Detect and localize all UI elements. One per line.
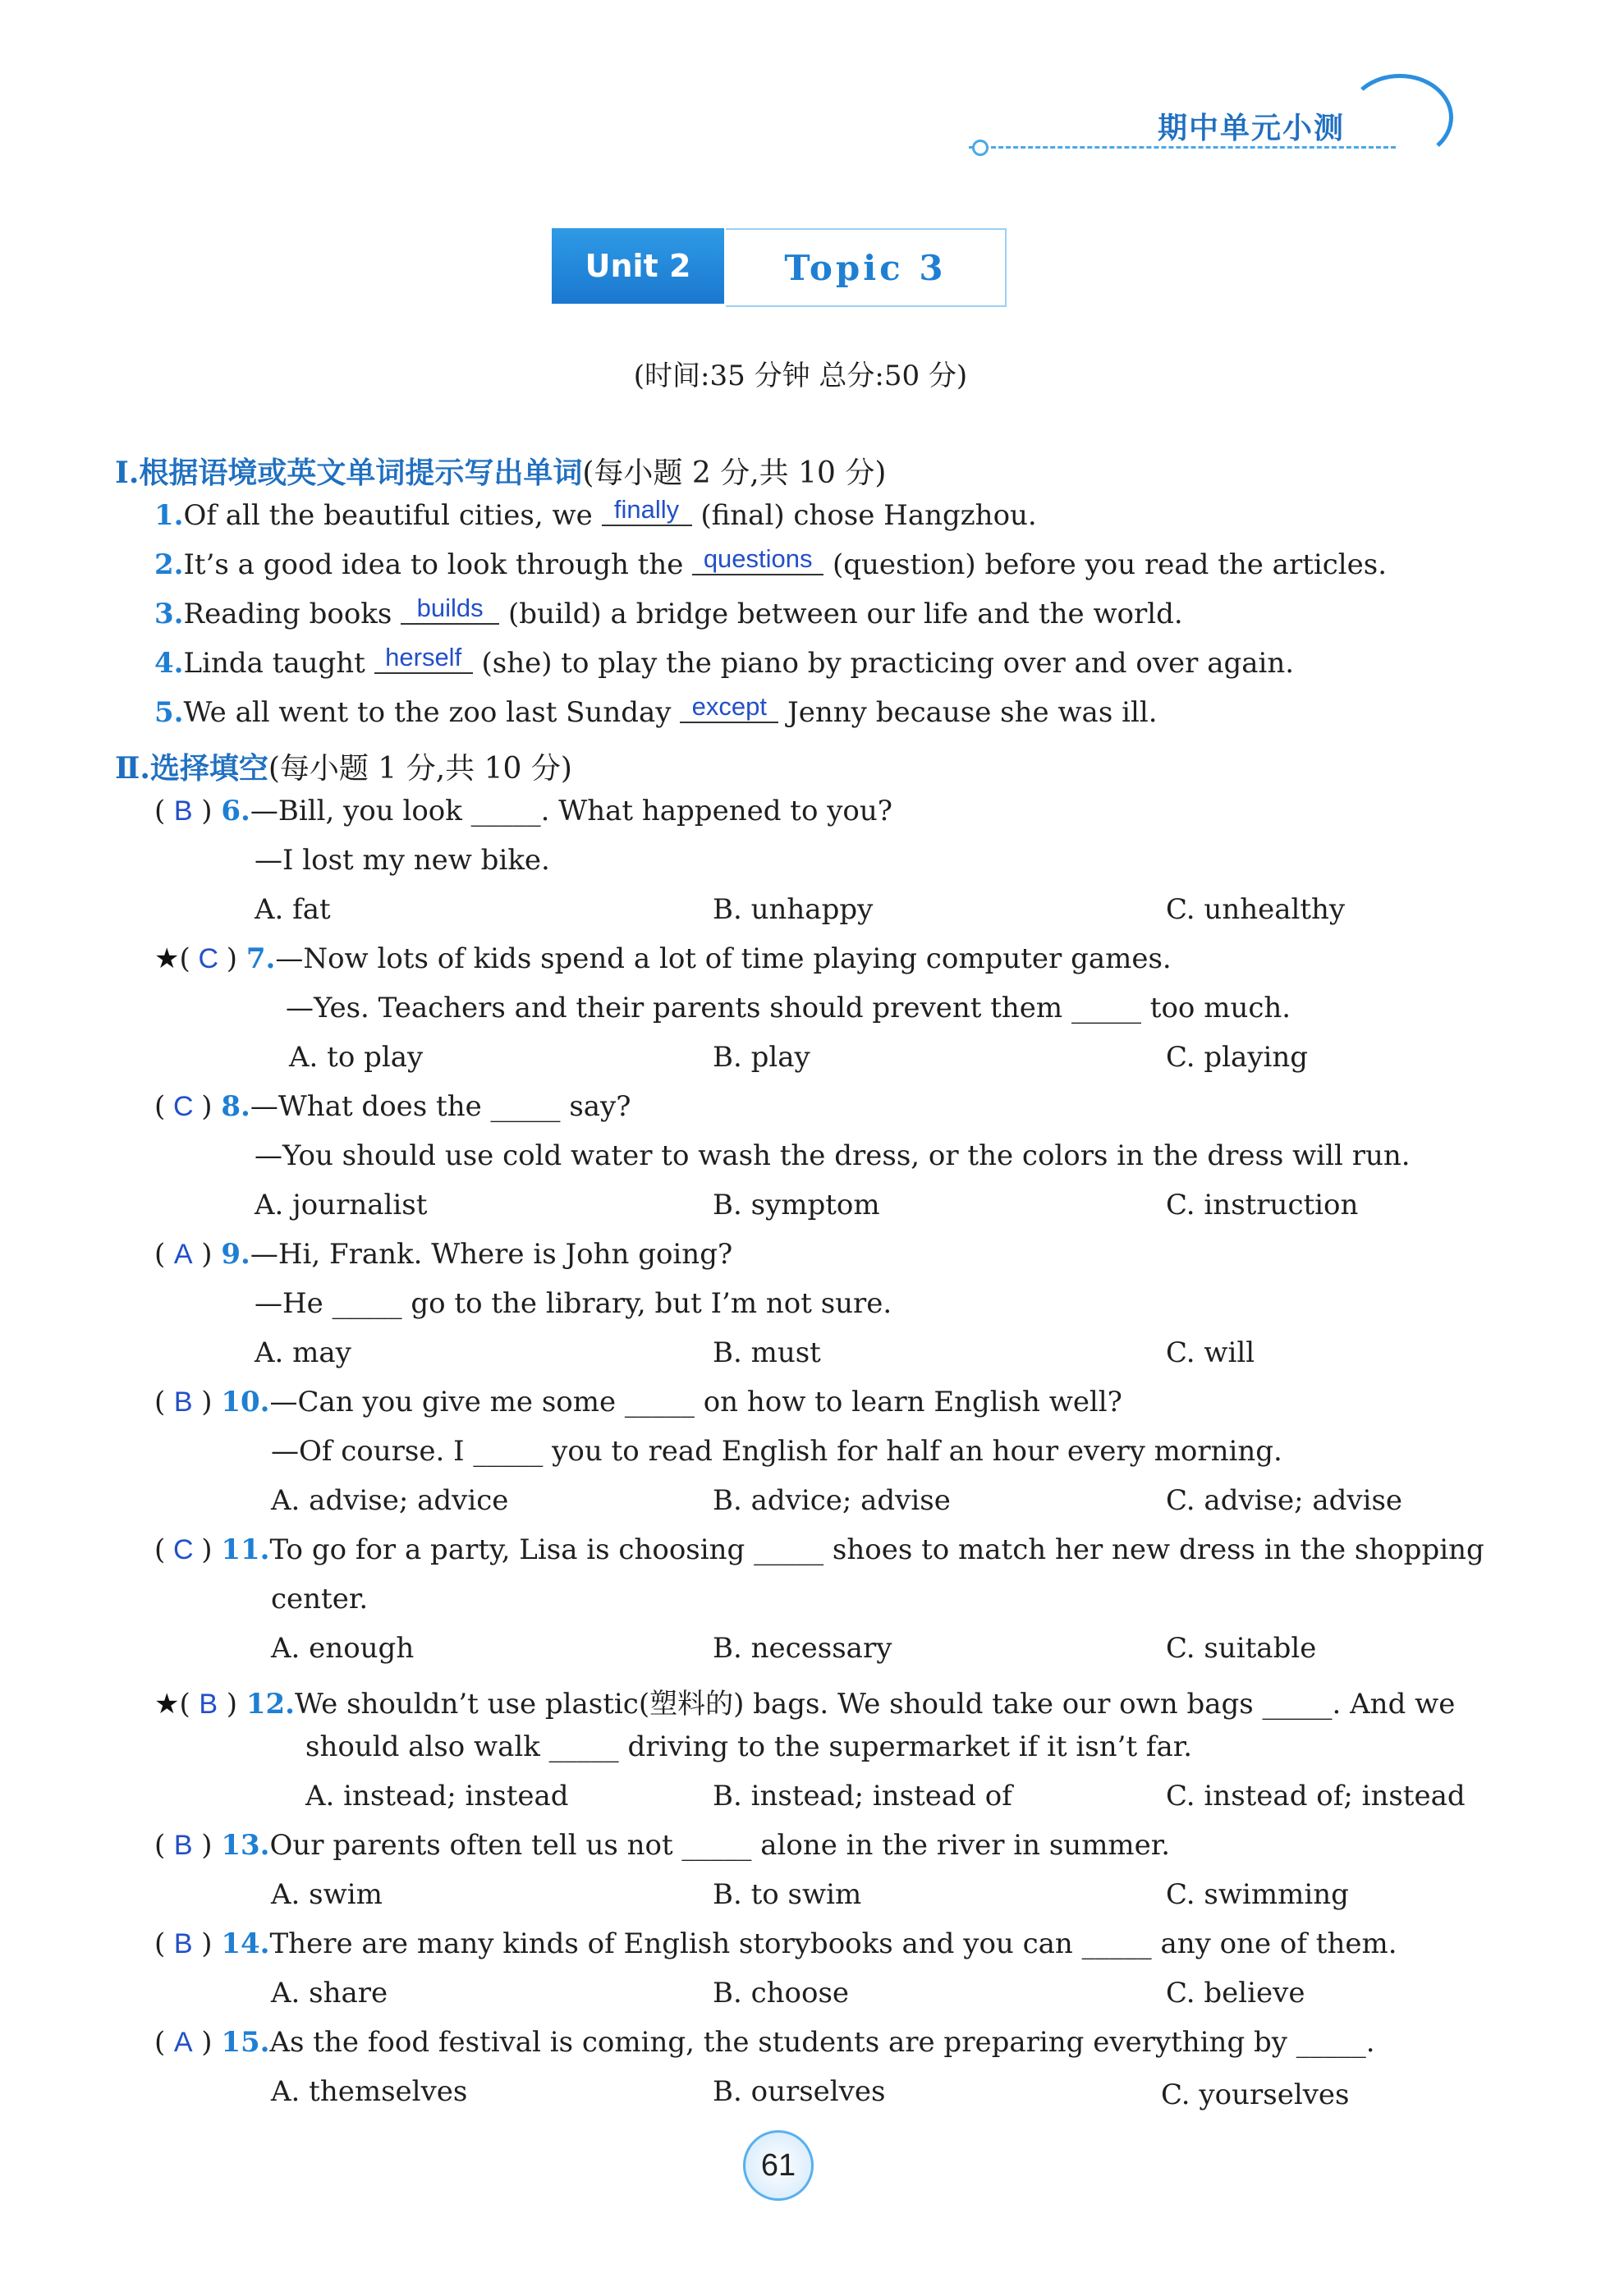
question-number: 8. [221,1090,250,1123]
option-a[interactable]: A. advise; advice [271,1484,509,1517]
question-number: 6. [221,795,250,827]
item-number: 3. [154,598,184,630]
option-a[interactable]: A. instead; instead [305,1780,569,1813]
option-b[interactable]: B. unhappy [713,893,874,926]
option-b[interactable]: B. symptom [713,1189,880,1221]
section-2-numeral: Ⅱ. [115,751,150,786]
option-c[interactable]: C. swimming [1166,1878,1349,1911]
question-14: ( B ) 14.There are many kinds of English storybooks and you can _____ any one of them. [154,1927,1397,1960]
fill-item-4 [154,643,1295,681]
item-text-before: Of all the beautiful cities, we [183,499,593,532]
answer-blank[interactable]: questions [692,544,823,575]
question-line: To go for a party, Lisa is choosing _____ shoes to match her new dress in the shopping [269,1533,1484,1566]
page-number: 61 [743,2130,814,2201]
question-number: 9. [221,1238,250,1271]
item-text-before: We all went to the zoo last Sunday [183,696,672,729]
answer-choice[interactable]: B [173,1830,193,1861]
question-12: ★( B ) 12.We shouldn’t use plastic(塑料的) bags. We should take our own bags _____. And we [154,1688,1456,1721]
question-line: —Now lots of kids spend a lot of time playing computer games. [275,942,1172,975]
time-info: (时间:35 分钟 总分:50 分) [633,360,968,392]
option-b[interactable]: B. to swim [713,1878,862,1911]
item-text-after: (question) before you read the articles. [832,548,1388,581]
option-a[interactable]: A. enough [271,1632,415,1665]
question-line: There are many kinds of English storybooks and you can _____ any one of them. [269,1927,1397,1960]
question-number: 15. [221,2026,270,2059]
option-a[interactable]: A. journalist [255,1189,428,1221]
question-11: ( C ) 11.To go for a party, Lisa is choosing _____ shoes to match her new dress in the shopping [154,1533,1484,1566]
answer-choice[interactable]: B [199,1689,218,1720]
question-line: Our parents often tell us not _____ alone in the river in summer. [269,1829,1171,1862]
fill-item-2 [154,544,1388,582]
question-number: 11. [221,1533,270,1566]
option-c[interactable]: C. believe [1166,1977,1305,2010]
item-text-after: Jenny because she was ill. [787,696,1158,729]
item-text-before: Reading books [183,598,392,630]
item-text-after: (she) to play the piano by practicing over and over again. [481,647,1295,680]
star-icon: ★ [154,942,180,975]
option-c[interactable]: C. will [1166,1336,1255,1369]
question-line: As the food festival is coming, the students are preparing everything by _____. [269,2026,1375,2059]
question-line: —What does the _____ say? [250,1090,631,1123]
question-line: —Bill, you look _____. What happened to you? [250,795,893,827]
item-number: 2. [154,548,184,581]
question-number: 12. [245,1688,295,1721]
question-line: —I lost my new bike. [255,844,550,877]
option-c[interactable]: C. suitable [1166,1632,1317,1665]
option-a[interactable]: A. share [271,1977,388,2010]
option-a[interactable]: A. may [255,1336,351,1369]
item-text-before: It’s a good idea to look through the [183,548,684,581]
question-13: ( B ) 13.Our parents often tell us not _____ alone in the river in summer. [154,1829,1171,1862]
question-number: 10. [221,1386,270,1418]
answer-blank[interactable]: except [680,692,778,723]
question-line: center. [271,1583,369,1615]
header-dot-decoration [972,140,989,156]
option-b[interactable]: B. choose [713,1977,850,2010]
option-c[interactable]: C. instruction [1166,1189,1359,1221]
section-2-heading [115,745,572,787]
answer-choice[interactable]: A [173,2027,193,2058]
question-9: ( A ) 9.—Hi, Frank. Where is John going? [154,1238,733,1271]
section-2-title: 选择填空 [149,751,268,786]
answer-choice[interactable]: B [173,1386,193,1418]
option-b[interactable]: B. instead; instead of [713,1780,1012,1813]
header-label: 期中单元小测 [1158,111,1346,145]
question-line: should also walk _____ driving to the supermarket if it isn’t far. [305,1730,1193,1763]
question-line: —Yes. Teachers and their parents should prevent them _____ too much. [286,992,1291,1024]
fill-item-5 [154,692,1158,730]
question-6: ( B ) 6.—Bill, you look _____. What happened to you? [154,795,893,827]
question-line: We shouldn’t use plastic(塑料的) bags. We should take our own bags _____. And we [294,1688,1456,1721]
question-line: —Of course. I _____ you to read English for half an hour every morning. [271,1435,1282,1468]
answer-choice[interactable]: B [173,1928,193,1959]
unit-title: Unit 2 [552,228,724,304]
question-8: ( C ) 8.—What does the _____ say? [154,1090,631,1123]
question-line: —He _____ go to the library, but I’m not sure. [255,1287,892,1320]
item-number: 1. [154,499,184,532]
section-1-heading [115,450,886,492]
option-b[interactable]: B. advice; advise [713,1484,951,1517]
option-a[interactable]: A. to play [289,1041,424,1074]
question-number: 13. [221,1829,270,1862]
option-c[interactable]: C. unhealthy [1166,893,1346,926]
question-line: —You should use cold water to wash the dress, or the colors in the dress will run. [255,1139,1411,1172]
question-15: ( A ) 15.As the food festival is coming, the students are preparing everything by _____. [154,2026,1375,2059]
section-2-score: (每小题 1 分,共 10 分) [268,752,572,786]
question-line: —Can you give me some _____ on how to learn English well? [269,1386,1122,1418]
option-b[interactable]: B. must [713,1336,821,1369]
item-number: 5. [154,696,184,729]
answer-blank[interactable]: herself [374,643,473,674]
option-b[interactable]: B. play [713,1041,810,1074]
answer-blank[interactable]: finally [602,495,692,526]
topic-title: Topic 3 [726,228,1007,307]
option-c[interactable]: C. playing [1166,1041,1309,1074]
item-text-before: Linda taught [183,647,365,680]
question-line: —Hi, Frank. Where is John going? [250,1238,733,1271]
section-1-title: 根据语境或英文单词提示写出单词 [139,456,583,490]
option-b[interactable]: B. ourselves [713,2075,886,2108]
item-text-after: (final) chose Hangzhou. [700,499,1037,532]
option-b[interactable]: B. necessary [713,1632,892,1665]
topic-underline [726,305,1005,307]
answer-choice[interactable]: C [172,1091,194,1122]
section-1-score: (每小题 2 分,共 10 分) [582,456,887,490]
option-a[interactable]: A. fat [255,893,331,926]
section-1-numeral: Ⅰ. [115,456,140,490]
fill-item-3 [154,593,1183,631]
answer-choice[interactable]: A [173,1239,193,1270]
option-c[interactable]: C. yourselves [1161,2078,1350,2111]
option-c[interactable]: C. advise; advise [1166,1484,1403,1517]
answer-choice[interactable]: C [172,1534,194,1565]
option-a[interactable]: A. swim [271,1878,383,1911]
question-7: ★( C ) 7.—Now lots of kids spend a lot of time playing computer games. [154,942,1172,975]
answer-blank[interactable]: builds [401,593,499,625]
option-c[interactable]: C. instead of; instead [1166,1780,1466,1813]
star-icon: ★ [154,1688,180,1721]
question-10: ( B ) 10.—Can you give me some _____ on how to learn English well? [154,1386,1122,1418]
item-text-after: (build) a bridge between our life and the world. [507,598,1183,630]
option-a[interactable]: A. themselves [271,2075,468,2108]
answer-choice[interactable]: C [198,943,219,974]
answer-choice[interactable]: B [173,795,193,827]
question-number: 7. [245,942,276,975]
fill-item-1 [154,495,1037,533]
question-number: 14. [221,1927,270,1960]
item-number: 4. [154,647,184,680]
